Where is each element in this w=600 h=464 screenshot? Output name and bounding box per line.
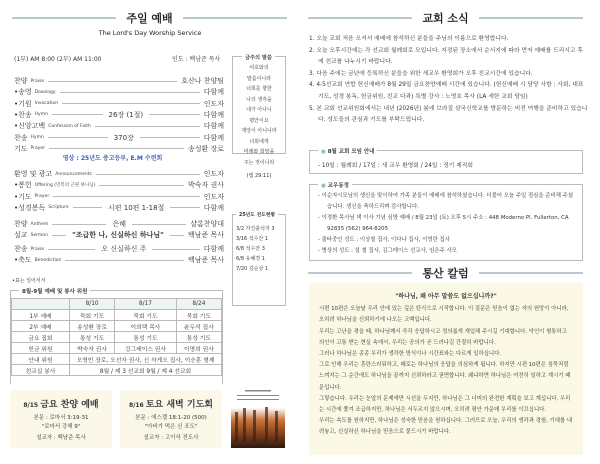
leader-line [52, 114, 103, 115]
verse-line: 말씀이니라 [246, 75, 272, 82]
order-detail: 오 신실하신 주 [101, 245, 147, 253]
order-english: Invocation [34, 101, 59, 107]
duty-header-cell [12, 299, 70, 310]
verse-line: 미래와 희망을 [243, 149, 275, 155]
order-name: •찬송 [14, 110, 32, 119]
leader-line [132, 224, 186, 225]
duty-cell: 통성 기도 [176, 332, 221, 343]
order-name: •축도 [14, 256, 32, 265]
order-english: Praise [30, 246, 45, 252]
order-english: Sermon [30, 232, 48, 238]
meeting-title: ● 8월 교회 모임 안내 [318, 147, 377, 155]
member-news-item: - 출타중인 성도 : 이상철 집사, 이다나 집사, 이영란 집사 [318, 237, 450, 243]
verse-line: 내가 아나니 [246, 107, 272, 113]
duty-cell: 통성 기도 [70, 332, 115, 343]
order-name: 찬양 [14, 220, 28, 228]
evangelism-title: 25년도 전도현황 [236, 211, 278, 221]
leader-line [65, 260, 184, 261]
order-name: •신앙고백 [14, 122, 46, 131]
duty-cell: 오영빈 장로, 오선자 권사, 신 삭게오 집사, 이승훈 형제 [70, 354, 222, 365]
order-person: 인도자 [203, 99, 224, 108]
worship-order-row [14, 203, 224, 213]
members-box [309, 184, 583, 261]
column-heading: "하나님, 왜 아무 말씀도 없으십니까?" [395, 293, 497, 300]
worship-order-row [14, 244, 224, 254]
leader-line [73, 207, 102, 208]
standing-note: •표는 일어서서 [12, 278, 46, 284]
order-english: Anthem [30, 221, 49, 227]
column-paragraph: 시편 10편은 오늘날 우리 안에 있는 깊은 탄식으로 시작합니다. 이 질문은 믿음이 없는 자의 원망이 아니라, 오히려 하나님을 신뢰하기에 나오는 고백입니다. [319, 306, 569, 324]
leader-line [48, 137, 108, 138]
order-detail: 은혜 [112, 220, 126, 228]
duty-row [12, 365, 222, 376]
leader-line [152, 249, 199, 250]
order-detail: "조급한 나, 신실하신 하나님" [72, 231, 164, 240]
duty-cell: 친교실 봉사 [12, 365, 70, 376]
card-title: 토요 새벽 기도회 [145, 400, 213, 410]
leader-line [96, 174, 200, 175]
worship-order-row [14, 133, 224, 143]
duty-row [12, 321, 222, 332]
duty-row [12, 343, 222, 354]
duty-cell: 이희택 목사 [115, 321, 177, 332]
order-person: 인도자 [203, 192, 224, 201]
order-person: 다함께 [203, 133, 224, 142]
order-english: Prayer [34, 194, 50, 200]
verse-line: 나의 생각을 [246, 96, 272, 103]
leader-line [52, 235, 66, 236]
service-times: (1부) AM 8:00 (2부) AM 11:00 [14, 56, 102, 63]
leader-line [170, 207, 199, 208]
duty-row [12, 354, 222, 365]
leader-line [60, 92, 200, 93]
leader-line [170, 235, 184, 236]
worship-order-row [14, 87, 224, 97]
order-person: 인도자 [203, 170, 224, 178]
saturday-card [120, 390, 222, 448]
duty-header-cell: 8/24 [176, 299, 221, 310]
page-title: 주일 예배 [126, 12, 173, 25]
column-paragraph: 우리는 고난을 겪을 때, 하나님께서 즉각 응답하시고 정의롭게 개입해 주시길 기대합니다. 악인이 형통하고 의인이 고통 받는 현실 속에서, 우리는 공의가 곧 드러나길 간절히 바랍니다. [319, 328, 567, 346]
order-person: 샬롬찬양대 [190, 220, 225, 228]
news-list [306, 34, 588, 127]
verse-line: 너희에게 [249, 138, 269, 145]
verse-line: 여호와의 [249, 65, 269, 71]
evangelism-item: 3/16 석수잔 1 [236, 236, 269, 242]
duty-cell: 2부 예배 [12, 321, 70, 332]
leader-line [53, 196, 200, 197]
meeting-box [309, 150, 583, 174]
order-name: 기도 [14, 144, 28, 153]
order-english: Hymn [30, 135, 44, 140]
order-name: •봉헌 [14, 181, 32, 190]
order-person: 다함께 [203, 122, 224, 131]
card-date: 8/16 [129, 402, 144, 409]
duty-row [12, 332, 222, 343]
duty-cell: 묵회 기도 [115, 310, 177, 321]
worship-order-row [14, 169, 224, 179]
news-item: 3. 다음 주에는 금년에 등록하신 분들을 위한 새교우 환영회가 오후 친교시간에 있습니다. [309, 70, 533, 77]
order-name: 환영 및 광고 [14, 170, 53, 178]
news-item: 1. 오늘 교회 처음 오셔서 예배에 참석하신 분들을 주님의 이름으로 환영합니다. [309, 36, 509, 42]
verse-line: 너희를 향한 [246, 86, 272, 92]
order-english: Benediction [34, 257, 62, 263]
column-paragraph: 그로 인해 우리는 혼란스러워하고, 때로는 하나님의 응답을 의심하게 됩니다. 하지만 시편 10편은 침묵처럼 느껴지는 그 순간에도 하나님을 끝까지 신뢰하라고 권면합니다. 왜냐하면 하나님은 여전히 일하고 계시기 때문입니다. [319, 362, 571, 391]
order-person: 백남준 목사 [187, 231, 224, 240]
order-person: 다함께 [203, 203, 224, 212]
order-name: •송영 [14, 88, 32, 97]
meeting-text: - 10일 : 월례회 / 17일 : 새 교우 환영회 / 24일 : 정기 제직회 [318, 163, 473, 169]
duty-cell: 안내 위원 [12, 354, 70, 365]
card-date: 8/15 [23, 402, 39, 409]
duty-cell: 1부 예배 [12, 310, 70, 321]
leader-line [52, 224, 106, 225]
order-english: Praise [30, 78, 45, 84]
duty-cell: 묵회 기도 [176, 310, 221, 321]
order-english: Announcements [55, 171, 92, 177]
leader-line [149, 114, 200, 115]
leader-line [48, 81, 177, 82]
order-person: 백남준 목사 [187, 256, 224, 265]
duty-cell: 박숙자 권사 [70, 343, 115, 354]
order-english: Offering (만복의 근원 하나님) [34, 183, 96, 189]
duty-cell: 송성환 장로 [70, 321, 115, 332]
order-english: Doxology [34, 89, 56, 95]
duty-header-cell: 8/10 [70, 299, 115, 310]
evangelism-item: 7/20 김순상 1 [236, 266, 269, 272]
card-quote: "아비가 먹은 신 포도" [144, 424, 198, 430]
worship-order-row [14, 180, 224, 190]
video-note: 영상 : 25년도 중고등부, E.M 수련회 [62, 155, 163, 162]
card-quote: "로마서 강해 9" [41, 424, 81, 430]
order-name: 찬양 [14, 77, 28, 85]
member-news-item: - 이순자시모님의 생신을 맞이하여 가족 분들이 예배에 참석하셨습니다. 더불어 오늘 주일 점심을 준비해 주셨습니다. 생신을 축하드리며 감사합니다. [318, 193, 574, 210]
order-name: •기도 [14, 192, 32, 201]
column-header [308, 265, 583, 281]
duty-header-cell: 8/17 [115, 299, 177, 310]
worship-order-row [14, 192, 224, 202]
leader-line [140, 137, 200, 138]
duty-cell: 헌금 위원 [12, 343, 70, 354]
worship-order-row [14, 121, 224, 131]
worship-order-row [14, 110, 224, 120]
member-news-item: - 병상의 성도 : 설 철 집사, 김그레이스 선교사, 임은주 사모 [318, 248, 457, 254]
order-english: Confession of Faith [48, 123, 91, 129]
evangelism-box [232, 214, 286, 306]
evangelism-item: 3/2 자진출석자 3 [236, 226, 275, 232]
column-paragraph: 그렇습니다. 우리는 눈앞의 문제에만 시선을 두지만, 하나님은 그 너머의 완전한 계획을 보고 계십니다. 우리는 시간에 쫓겨 조급하지만, 하나님은 서두르지 않으시며, 오히려 평안 가운데 우리를 이끄십니다. [319, 395, 571, 414]
duty-cell: 금요 집회 [12, 332, 70, 343]
order-name: •기원 [14, 99, 32, 108]
duty-title: 8월-9월 예배 및 봉사 위원 [19, 287, 90, 295]
leader-line [99, 185, 183, 186]
worship-subtitle: The Lord's Day Worship Service [98, 29, 202, 37]
leader-line [95, 126, 200, 127]
card-preacher: 설교자 : 고이삭 전도사 [143, 435, 199, 441]
news-header [308, 10, 583, 26]
verse-line: 주는 것이니라 [243, 159, 275, 166]
worship-order-row [14, 76, 224, 86]
worship-order-row [14, 255, 224, 265]
order-detail: 시편 10편 1-18절 [108, 203, 165, 212]
duty-header-row [12, 299, 222, 310]
verse-ref: (렘 29:11) [246, 173, 272, 179]
evangelism-item: 6/8 유혜경 1 [236, 256, 265, 262]
order-person: 호산나 찬양팀 [181, 77, 224, 85]
order-detail: 370장 [113, 133, 134, 142]
friday-card [10, 390, 112, 448]
news-title: 교회 소식 [422, 12, 469, 25]
worship-order-row [14, 230, 224, 240]
leader-line [49, 148, 184, 149]
duty-cell: 통성 기도 [115, 332, 177, 343]
order-english: Hymn [34, 112, 48, 118]
column-paragraph: 그러나 하나님은 종종 우리가 생각한 방식이나 시간표와는 다르게 일하십니다. [319, 351, 502, 358]
duty-cell: 이명희 권사 [176, 343, 221, 354]
leader-line [62, 103, 200, 104]
worship-order-row [14, 99, 224, 109]
duty-table [11, 298, 222, 376]
verse-line: 재앙이 아니니라 [241, 128, 277, 134]
column-paragraph: 우리는 속도를 원하지만, 하나님은 성숙한 믿음을 원하십니다. 그러므로 오늘, 우리의 생각과 경험, 기대를 내려놓고, 신실하신 하나님을 믿음으로 붙드시기 바랍니다. [319, 418, 573, 436]
order-person: 다함께 [203, 245, 224, 253]
order-name: •성경봉독 [14, 203, 46, 212]
news-item: 4. 4-5선교회 연합 헌신예배가 8월 29일 금요찬양예배 시간에 있습니다. (헌신예배 시 담당 사항 : 사회, 대표기도, 성경 봉독, 헌금위원, 친교 다과) 특별 강사 : 노영호 목사 (LA 세한 교회 담임) [309, 82, 584, 100]
card-preacher: 설교자 : 백남준 목사 [36, 435, 86, 441]
verse-line: 평안이요 [249, 117, 269, 124]
news-item: 5. 본 교회 선교위원회에서는 내년 (2026년) 봄에 브라질 삼국신학교를 방문하는 비전 여행을 준비하고 있습니다. 성도들의 관심과 기도를 부탁드립니다. [309, 105, 588, 124]
order-person: 다함께 [203, 110, 225, 119]
worship-leader: 인도 : 백남준 목사 [172, 56, 221, 63]
order-name: 찬송 [14, 245, 28, 253]
column-box [309, 283, 583, 455]
duty-cell: 8월 / 제 3 선교회 9월 / 제 4 선교회 [70, 365, 222, 376]
card-text: 본문 : 에스겔 18:1-20 (500) [135, 415, 207, 421]
verse-title: 금주의 말씀 [242, 53, 275, 64]
members-title: ● 교우동정 [318, 181, 352, 192]
order-person: 박숙자 권사 [187, 181, 224, 190]
order-english: Prayer [30, 146, 46, 152]
card-title: 금요 찬양 예배 [40, 400, 99, 410]
column-title: 통산 칼럼 [422, 267, 469, 280]
worship-order-row [14, 219, 224, 229]
raised-hands-image [231, 386, 285, 448]
order-person: 다함께 [203, 88, 224, 97]
leader-line [48, 249, 95, 250]
order-detail: 26장 (1절) [108, 110, 144, 119]
card-text: 본문 : 로마서 3:19-31 [33, 415, 89, 421]
verse-box [232, 55, 286, 179]
order-name: 찬송 [14, 133, 28, 142]
worship-header [12, 10, 287, 26]
duty-box [10, 290, 223, 384]
duty-cell: 강그레이스 권사 [115, 343, 177, 354]
order-name: 설교 [14, 231, 28, 240]
order-person: 송성환 장로 [187, 144, 224, 153]
duty-cell: 묵회 기도 [70, 310, 115, 321]
duty-row [12, 310, 222, 321]
duty-cell: 윤두석 집사 [176, 321, 221, 332]
order-english: Scripture [48, 205, 69, 211]
news-item: 2. 오늘 오후시간에는 각 선교회 월례회로 모입니다. 지정된 장소에서 순서지에 따라 먼저 예배를 드리시고 후에 친교를 나누시기 바랍니다. [309, 47, 583, 66]
evangelism-item: 6/8 석수잔 3 [236, 246, 265, 252]
member-news-item: - 이경환 목사님 댁 이사 기념 심방 예배 / 8월 23일 (토) 오후 5시 주소 : 448 Moderno Pl. Fullerton, CA 92835 (562) 964-8205 [318, 215, 569, 232]
